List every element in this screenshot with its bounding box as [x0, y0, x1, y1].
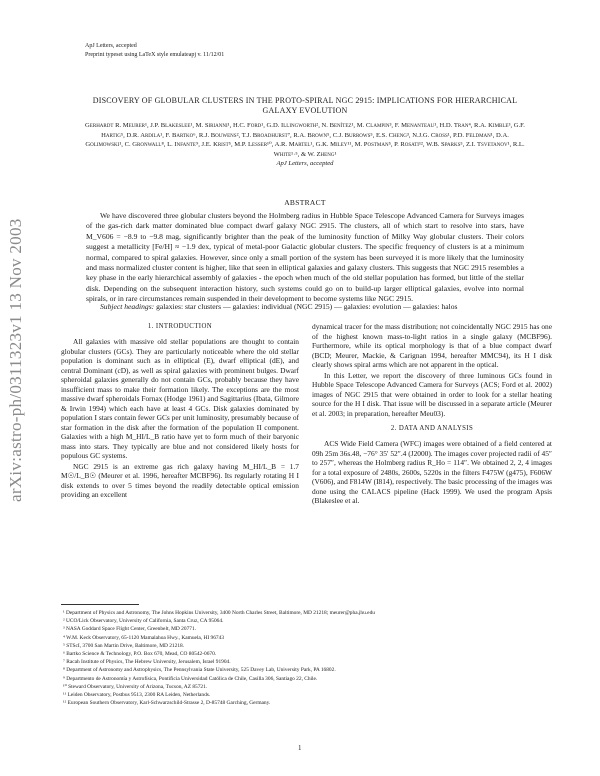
journal-name: ApJ Letters, accepted — [85, 43, 137, 49]
introduction-heading: 1. INTRODUCTION — [147, 323, 213, 330]
authors: Gerhardt R. Meurer¹, J.P. Blakeslee¹, M. Sirianni¹, H.C. Ford¹, G.D. Illingworth², N. Benítez¹, M. Clampin³, F. Menanteau¹, H.D. Tran⁴, R.A. Kimble³, G.F. Hartig⁵, D.R. Ardila¹, F. Bartko⁶, R.J. Bouwens², T.J. Broadhurst⁷, R.A. Brown⁵, C.J. Burrows⁵, E.S. Cheng³, N.J.G. Cross¹, P.D. Feldman¹, D.A. Golimowski¹, C. Gronwall⁸, L. Infante⁹, J.E. Krist⁵, M.P. Lesser¹⁰, A.R. Martel¹, G.K. Miley¹¹, M. Postman⁵, P. Rosati¹², W.B. Sparks⁵, Z.I. Tsvetanov¹, R.L. White¹·⁵, & W. Zheng¹ — [85, 122, 525, 158]
page-number: 1 — [298, 744, 302, 752]
subject-headings — [86, 302, 524, 312]
paper-title: DISCOVERY OF GLOBULAR CLUSTERS IN THE PROTO-SPIRAL NGC 2915: IMPLICATIONS FOR HIERARCHICAL GALAXY EVOLUTION — [92, 96, 518, 115]
intro-paragraph-2: NGC 2915 is an extreme gas rich galaxy having M_HI/L_B = 1.7 M☉/L_B☉ (Meurer et al. 1996, hereafter MCBF96). Its regularly rotating H I disk extends to over 5 times beyond the readily detectable optical emission providing an excellent — [61, 461, 299, 499]
footnote: ¹¹ Leiden Observatory, Postbus 9513, 2300 RA Leiden, Netherlands. — [63, 692, 211, 699]
footnote: ¹⁰ Steward Observatory, University of Arizona, Tucson, AZ 85721. — [63, 683, 208, 690]
footnote: ⁹ Departmento de Astronomía y Astrofísica, Pontificia Universidad Católica de Chile, Casilla 306, Santiago 22, Chile. — [63, 675, 318, 682]
intro-paragraph-3: In this Letter, we report the discovery of three luminous GCs found in Hubble Space Telescope Advanced Camera for Surveys (ACS; Ford et al. 2002) images of NGC 2915 that were obtained in order to look for a stellar heating source for the H I disk. That issue will be discussed in a separate article (Meurer et al. 2003; in preparation, hereafter Meu03). — [312, 370, 552, 418]
data-paragraph-1: ACS Wide Field Camera (WFC) images were obtained of a field centered at 09h 25m 36s.48, −76° 35′ 52″.4 (J2000). The images cover projected radii of 45″ to 257″, whereas the Holmberg radius R_Ho = 114″. We obtained 2, 2, 4 images for a total exposure of 2480s, 2600s, 5220s in the filters F475W (g475), F606W (V606), and F814W (I814), respectively. The basic processing of the images was done using the CALACS pipeline (Hack 1999). We used the program Apsis (Blakeslee et al. — [312, 439, 552, 505]
footnote: ⁵ STScI, 3700 San Martin Drive, Baltimore, MD 21218. — [63, 642, 185, 649]
preprint-note: Preprint typeset using LaTeX style emulateapj v. 11/12/01 — [85, 52, 225, 58]
footnote: ¹² European Southern Observatory, Karl-Schwarzschild-Strasse 2, D-85748 Garching, Germany. — [63, 700, 271, 707]
footnote: ¹ Department of Physics and Astronomy, The Johns Hopkins University, 3400 North Charles Street, Baltimore, MD 21218; meurer@pha.jhu.edu — [63, 610, 375, 616]
subject-headings-list: galaxies: star clusters — galaxies: individual (NGC 2915) — galaxies: evolution — galaxies: halos — [156, 302, 458, 311]
footnote: ⁸ Department of Astronomy and Astrophysics, The Pennsylvania State University, 525 Davey Lab, University Park, PA 16802. — [63, 667, 336, 674]
data-analysis-heading: 2. DATA AND ANALYSIS — [390, 425, 474, 432]
right-column — [312, 322, 552, 506]
footnote: ⁴ W.M. Keck Observatory, 65-1120 Mamalahoa Hwy., Kamuela, HI 96743 — [63, 634, 225, 641]
footnote-rule — [61, 604, 139, 605]
footnote: ² UCO/Lick Observatory, University of California, Santa Cruz, CA 95064. — [63, 618, 224, 625]
abstract-heading: ABSTRACT — [284, 198, 326, 207]
left-column — [61, 322, 299, 500]
subject-headings-label: Subject headings: — [100, 302, 155, 311]
footnote: ⁷ Racah Institute of Physics, The Hebrew University, Jerusalem, Israel 91904. — [63, 659, 231, 666]
journal-status: ApJ Letters, accepted — [276, 160, 334, 167]
author-list — [84, 121, 526, 169]
intro-paragraph-continued: dynamical tracer for the mass distribution; not coincidentally NGC 2915 has one of the highest known mass-to-light ratios in a single galaxy (MCBF96). Furthermore, while its optical morphology is that of a blue compact dwarf (BCD; Meurer, Mackie, & Carignan 1994, hereafter MMC94), its H I disk clearly shows spiral arms which are not apparent in the optical. — [312, 322, 552, 369]
footnotes — [63, 609, 553, 707]
running-header — [85, 42, 224, 60]
footnote: ³ NASA Goddard Space Flight Center, Greenbelt, MD 20771. — [63, 626, 197, 633]
footnote: ⁶ Bartko Science & Technology, P.O. Box 670, Mead, CO 80542-0670. — [63, 651, 217, 658]
arxiv-identifier[interactable]: arXiv:astro-ph/0311323v1 13 Nov 2003 — [6, 218, 25, 502]
intro-paragraph-1: All galaxies with massive old stellar populations are thought to contain globular clusters (GCs). They are particularly noticeable where the old stellar population is dominant such as in elliptical (E), dwarf elliptical (dE), and central Dominant (cD), as well as spiral galaxies with prominent bulges. Dwarf spheroidal galaxies generally do not contain GCs, probably because they have insufficient mass to make their formation likely. The exceptions are the most massive dwarf spheroidals Fornax (Hodge 1961) and Sagittarius (Ibata, Gilmore & Irwin 1994) which each have at least 4 GCs. Disk galaxies dominated by population I stars contain fewer GCs per unit luminosity, presumably because of star formation in the disk after the formation of the population II component. Galaxies with a high M_HI/L_B ratio have yet to form much of their baryonic mass into stars. They typically are blue and not considered likely hosts for populous GC systems. — [61, 337, 299, 460]
abstract-text: We have discovered three globular clusters beyond the Holmberg radius in Hubble Space Telescope Advanced Camera for Surveys images of the gas-rich dark matter dominated blue compact dwarf galaxy NGC 2915. The clusters, all of which start to resolve into stars, have M_V606 = −8.9 to −9.8 mag, significantly brighter than the peak of the luminosity function of Milky Way globular clusters. Their colors suggest a metallicity [Fe/H] ≈ −1.9 dex, typical of metal-poor Galactic globular clusters. The specific frequency of clusters is at a minimum normal, compared to spiral galaxies. However, since only a small portion of the system has been surveyed it is more likely that the luminosity and mass normalized cluster content is higher, like that seen in elliptical galaxies and galaxy clusters. This suggests that NGC 2915 resembles a key phase in the early hierarchical assembly of galaxies - the epoch when much of the old stellar population has formed, but little of the stellar disk. Depending on the subsequent interaction history, such systems could go on to build-up larger elliptical galaxies, evolve into normal spirals, or in rare circumstances remain suspended in their development to become systems like NGC 2915. — [86, 211, 524, 304]
